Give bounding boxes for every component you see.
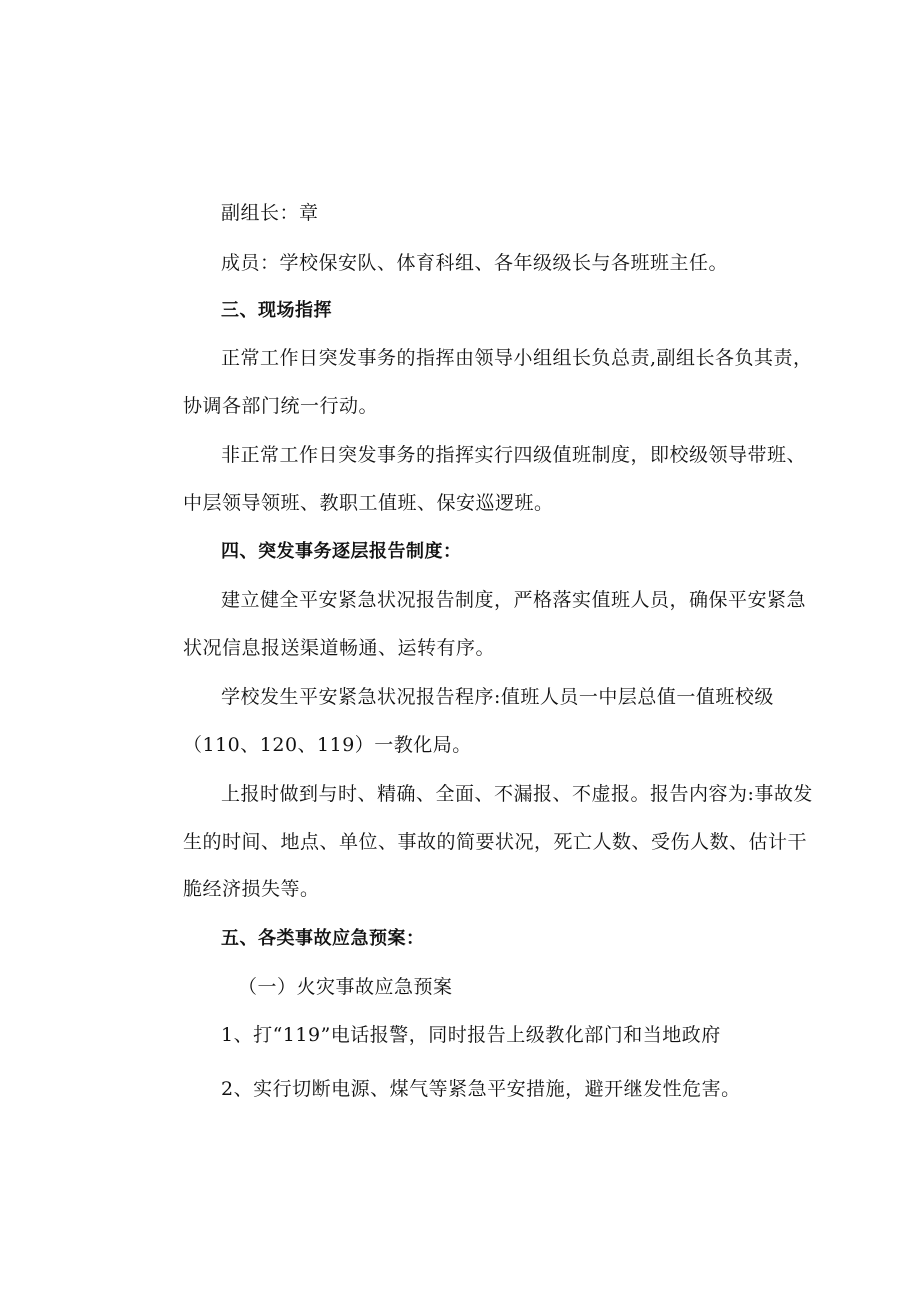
section4-paragraph3-line2: 生的时间、地点、单位、事故的简要状况，死亡人数、受伤人数、估计干 (183, 831, 808, 853)
section4-paragraph3-line3: 脆经济损失等。 (183, 878, 320, 900)
item2-line: 2、实行切断电源、煤气等紧急平安措施，避开继发性危害。 (221, 1078, 741, 1100)
section4-paragraph3-line1: 上报时做到与时、精确、全面、不漏报、不虚报。报告内容为:事故发 (221, 783, 813, 805)
section3-paragraph1-line1: 正常工作日突发事务的指挥由领导小组组长负总责,副组长各负其责， (221, 347, 813, 369)
section4-paragraph2-line2: （110、120、119）一教化局。 (183, 734, 472, 756)
section4-paragraph1-line2: 状况信息报送渠道畅通、运转有序。 (183, 637, 496, 659)
section5-heading: 五、各类事故应急预案： (221, 928, 425, 949)
subsection1-heading: （一）火灾事故应急预案 (238, 976, 453, 998)
section3-heading: 三、现场指挥 (221, 300, 332, 321)
section4-heading: 四、突发事务逐层报告制度： (221, 541, 462, 562)
section4-paragraph2-line1: 学校发生平安紧急状况报告程序:值班人员一中层总值一值班校级 (221, 686, 774, 708)
section3-paragraph2-line1: 非正常工作日突发事务的指挥实行四级值班制度，即校级领导带班、 (221, 444, 807, 466)
section3-paragraph1-line2: 协调各部门统一行动。 (183, 395, 379, 417)
section3-paragraph2-line2: 中层领导领班、教职工值班、保安巡逻班。 (183, 492, 554, 514)
members-line: 成员：学校保安队、体育科组、各年级级长与各班班主任。 (221, 252, 729, 274)
section4-paragraph1-line1: 建立健全平安紧急状况报告制度，严格落实值班人员，确保平安紧急 (221, 589, 807, 611)
vice-leader-line: 副组长：章 (221, 202, 319, 224)
item1-line: 1、打“119”电话报警，同时报告上级教化部门和当地政府 (221, 1024, 721, 1046)
